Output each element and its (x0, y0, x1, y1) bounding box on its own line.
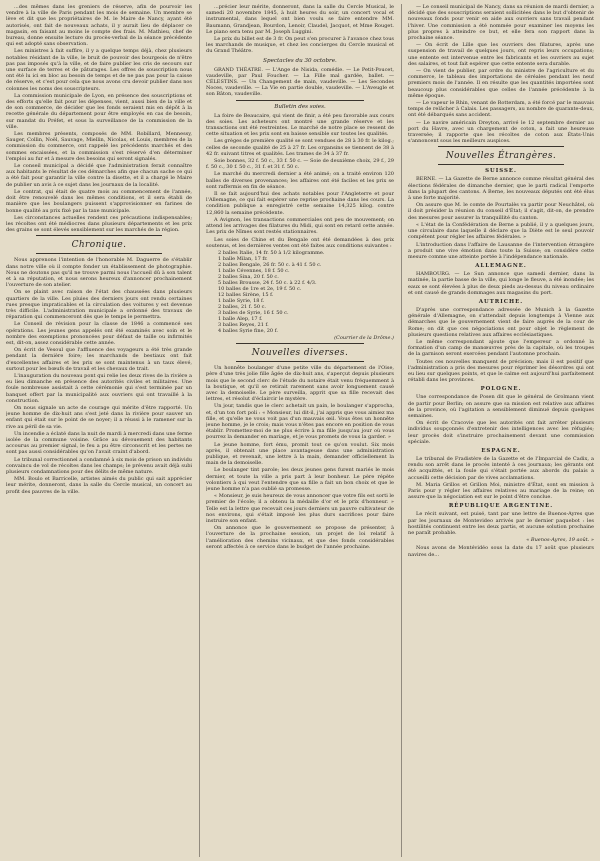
list-item: 1 balle Alep, 17 f. (218, 315, 263, 322)
paragraph: Le récit suivant, est puisé, tant par une lettre de Buenos-Ayres que par les journaux de Montevideo arrivés par le dernier paquebot : les hostilités continuent entre les deux partis, et aucune solution prochaine ne paraît probable. (408, 511, 594, 537)
list-item: 3 balles Reyes, 21 f. (218, 321, 269, 328)
paragraph: — Le conseil municipal de Nancy, dans sa réunion de mardi dernier, a décidé que des souscriptions seraient sollicitées dans le but d'obtenir de nouveaux fonds pour venir en aide aux ouvriers sans travail pendant l'hiver. Une commission a été nommée pour examiner les moyens les plus propres à atteindre ce but, et elle fera son rapport dans la prochaine séance. (408, 4, 594, 42)
paragraph: Les circonstances actuelles rendent ces précautions indispensables; les récoltes ont été médiocres dans plusieurs départements et les prix des grains se sont élevés sensiblement sur les marchés de la région. (6, 214, 192, 234)
paragraph: On écrit de Vesoul que l'affluence des voyageurs a été très grande pendant la dernière foire; les marchands de bestiaux ont fait d'excellentes affaires et les prix se sont maintenus à un taux élevé, surtout pour les bœufs de travail et les chevaux de trait. (6, 347, 192, 372)
paragraph: Les soies de Chine et du Bengale ont été demandées à des prix soutenus, et les dernières ventes ont été faites aux conditions suivantes : (206, 236, 394, 249)
section-title-chronique: Chronique. (71, 240, 127, 251)
country-heading-allemagne: ALLEMAGNE. (475, 263, 527, 270)
list-item: 2 balles Bengale, 26 fr. 50 c. à 41 f. 50 c. (218, 261, 322, 268)
list-item: 5 balles Brousse, 24 f. 50 c. à 22 f. 4/3. (218, 279, 317, 286)
paragraph: « L'état de la Confédération de Berne a publié, il y a quelques jours, une circulaire dans laquelle il déclare que la Diète est le seul pouvoir compétent pour régler les affaires fédérales. » (408, 221, 594, 241)
country-heading-suisse: SUISSE. (485, 168, 517, 175)
section-title-nouvelles-diverses: Nouvelles diverses. (251, 348, 349, 359)
section-divider (236, 100, 364, 101)
paragraph: ...des mêmes dans les greniers de réserve, afin de pourvoir les vendre à la ville de Paris pendant les mois de semaine. Un membre se lève et dit que les propriétaires de M. le Maire de Nancy, ayant été autorisés, ont fait de nouveaux achats, il y aurait lieu de déplacer ce magasin, en faisant au moins le compte des frais. M. Mathieu, chef de bureau, donne ensuite lecture du procès-verbal de la séance précédente qui est adopté sans observation. (6, 4, 192, 48)
section-divider (36, 235, 162, 236)
section-divider (36, 253, 162, 254)
paragraph: — On écrit de Lille que les ouvriers des filatures, après une suspension de travail de quelques jours, ont repris leurs occupations; une entente est intervenue entre les fabricants et les ouvriers au sujet des salaires, et tout fait espérer que cette entente sera durable. (408, 42, 594, 67)
paragraph: — On vient de publier, par ordre du ministre de l'agriculture et du commerce, le tableau des importations de céréales pendant les neuf premiers mois de l'année. Il en résulte que les quantités importées sont beaucoup plus considérables que celles de l'année précédente à la même époque. (408, 68, 594, 99)
column-middle (206, 4, 394, 857)
paragraph: MM. Boulo et Barricelle, artistes aimés du public qui sait apprécier leur mérite, donneront, dans la salle du Cercle musical, un concert au profit des pauvres de la ville. (6, 476, 192, 495)
column-left (6, 4, 192, 857)
paragraph: BERNE. — La Gazette de Berne annonce comme résultat général des élections fédérales de dimanche dernier, que le parti radical l'emporte dans la plupart des cantons. A Berne, les nouveaux députés ont été élus à une forte majorité. (408, 176, 594, 202)
list-item: 1 balle Syrie, 18 f. (218, 297, 265, 304)
paragraph: — Le navire américain Dreyton, arrivé le 12 septembre dernier au port du Havre, avec un chargement de coton, a fait une heureuse traversée; il rapporte que les récoltes de coton aux États-Unis s'annoncent sous les meilleurs auspices. (408, 119, 594, 145)
column-rule (401, 4, 402, 857)
paragraph: Un incendie a éclaté dans la nuit de mardi à mercredi dans une ferme isolée de la commune voisine. Grâce au dévouement des habitants accourus au premier signal, le feu a pu être circonscrit et les pertes ne sont pas aussi considérables qu'on l'avait craint d'abord. (6, 430, 192, 456)
paragraph: Le boulanger tint parole; les deux jeunes gens furent mariés le mois dernier, et toute la ville a pris part à leur bonheur. Le père répète volontiers à qui veut l'entendre que sa fille a fait un bon choix et que le jeune homme n'a pas oublié sa promesse. (206, 467, 394, 492)
list-item: 1 balle Milan, 17 fr. (218, 255, 268, 262)
price-list (218, 250, 394, 334)
paragraph: On écrit de Cracovie que les autorités ont fait arrêter plusieurs individus soupçonnés d'entretenir des intelligences avec les réfugiés; leur procès doit s'instruire prochainement devant une commission spéciale. (408, 420, 594, 445)
column-right (408, 4, 594, 857)
paragraph: — Le vapeur le Rhin, venant de Rotterdam, a été forcé par le mauvais temps de relâcher à Calais. Les passagers, au nombre de quarante-deux, ont été débarqués sans accident. (408, 100, 594, 119)
paragraph: Un jour, tandis que le clerc achetait un pain, le boulanger s'approcha, et, d'un ton fort poli : « Monsieur, lui dit-il, j'ai appris que vous aimiez ma fille, et qu'elle ne vous voit pas d'un mauvais œil. Vous êtes un honnête jeune homme, je le crois; mais vous n'êtes pas encore en position de vous établir. Promettez-moi de ne plus écrire à ma fille jusqu'au jour où vous pourrez la demander en mariage, et je vous promets de vous la garder. » (206, 403, 394, 441)
list-item: 2 balles, 21 f. 50 c. (218, 303, 266, 310)
paragraph: Nous apprenons l'intention de l'honorable M. Daguerre de s'établir dans notre ville où il compte fonder un établissement de photographie. Nous ne doutons pas qu'il ne trouve parmi nous l'accueil dû à son talent et à sa réputation, et nous serons heureux d'annoncer prochainement l'ouverture de son atelier. (6, 257, 192, 289)
paragraph: Soie bonnes, 32 f. 50 c., 33 f. 50 c. — Soie de deuxième choix, 29 f., 29 f. 50 c., 30 f. 50 c., 31 f. et 31 f. 50 c. (206, 158, 394, 171)
paragraph: GRAND THÉATRE. — L'Ange de Nisida, comédie. — Le Petit-Poucet, vaudeville, par Paul Foucher. — La Fille mal gardée, ballet. — CÉLESTINS. — Un Changement de main, vaudeville. — Les Secondes Noces, vaudeville. — La Vie en partie double, vaudeville. — L'Aveugle et son Bâton, vaudeville. (206, 66, 394, 98)
country-heading-pologne: POLOGNE. (480, 386, 522, 393)
section-title-spectacles: Spectacles du 30 octobre. (263, 57, 337, 64)
paragraph: Le prix du billet est de 3 fr. On peut s'en procurer à l'avance chez tous les marchands de musique, et chez les concierges du Cercle musical et du Grand Théâtre. (206, 36, 394, 55)
paragraph: HAMBOURG. — Le Sun annonce que samedi dernier, dans la matinée, la partie basse de la ville, qui longe le fleuve, a été inondée; les eaux se sont élevées à plus de deux pieds au-dessus du niveau ordinaire et ont causé de grands dommages aux magasins du port. (408, 271, 594, 296)
paragraph: Le contrat, qui était de quatre mois au commencement de l'année, doit être renouvelé dans les mêmes conditions, et il sera établi de manière que les boulangers puissent s'approvisionner en farines de bonne qualité au prix fixé par la taxe municipale. (6, 188, 192, 214)
section-divider (438, 146, 564, 147)
paragraph: Le jeune homme, fort ému, promit tout ce qu'on voulut. Six mois après, il obtenait une place avantageuse dans une administration publique, et revenait, une lettre à la main, demander officiellement la main de la demoiselle. (206, 441, 394, 467)
paragraph: A Avignon, les transactions commerciales ont peu de mouvement; on attend les arrivages des filatures du Midi, qui sont en retard cette année. Les prix de Nîmes sont restés stationnaires. (206, 216, 394, 236)
country-heading-argentine: RÉPUBLIQUE ARGENTINE. (448, 503, 554, 510)
dateline: « Buenos-Ayres, 19 août. » (526, 537, 594, 544)
paragraph: La commission municipale de Lyon, en présence des souscriptions et des efforts qu'elle fait pour les dépenses, vient, aussi bien de la ville et de son commerce, de décider que les fonds seraient mis en dépôt à la recette générale du département pour être employés en cas de besoin, sur mandat du Préfet, et sous la surveillance de la commission de la ville. (6, 92, 192, 130)
paragraph: On assure que M. le comte de Pourtalès va partir pour Neuchâtel, où il doit présider la réunion du conseil d'État; il s'agit, dit-on, de prendre des mesures pour assurer la tranquillité du canton. (408, 202, 594, 221)
paragraph: ...précier leur mérite, donneront, dans la salle du Cercle Musical, le samedi 20 novembre 1845, à huit heures du soir, un concert vocal et instrumental, dans lequel ont bien voulu se faire entendre MM. Baumann, Grandjean, Bourdon, Lenoir, Claudel, Jacquot, et Mme Rouget. Le piano sera tenu par M. Joseph Luggini. (206, 4, 394, 35)
paragraph: On nous signale un acte de courage qui mérite d'être rapporté. Un jeune homme de dix-huit ans s'est jeté dans la rivière pour sauver un enfant qui était sur le point de se noyer; il a réussi à le ramener sur la rive au péril de sa vie. (6, 404, 192, 430)
source-attribution: (Courrier de la Drôme.) (334, 334, 394, 341)
paragraph: La foire de Beaucaire, qui vient de finir, a été peu favorable aux cours des soies. Les acheteurs ont montré une grande réserve et les transactions ont été restreintes. Le marché de notre place se ressent de cette situation et les prix sont en baisse sensible sur toutes les qualités. (206, 112, 394, 138)
paragraph: M. Maria Grillos et Grillon Moi, ministre d'État, sont en mission à Paris pour y régler les affaires relatives au mariage de la reine; on assure que la négociation est sur le point d'être conclue. (408, 481, 594, 501)
list-item: 10 balles de 1re et 2e, 19 f. 50 c. (218, 285, 302, 292)
section-divider (236, 343, 364, 344)
paragraph: Un honnête boulanger d'une petite ville du département de l'Oise, père d'une très jolie fille âgée de dix-huit ans, s'aperçut depuis plusieurs mois que le second clerc de l'étude du notaire était venu fréquemment à la boutique, et qu'il se retirait rarement sans avoir longuement causé avec la demoiselle. Le père surveilla, apprit que sa fille recevait des lettres, et résolut d'éclaircir le mystère. (206, 365, 394, 403)
list-item: 2 balles Italie, 14 fr. 50 à 1/2 kilogramme. (218, 249, 325, 256)
paragraph: Les grèges de première qualité se sont vendues de 28 à 30 fr. le kilog.; celles de seconde qualité de 25 à 27 fr. Les organsins se tiennent de 38 à 42 fr. suivant titres et qualités. Les trames de 34 à 37 fr. (206, 138, 394, 157)
paragraph: Le tribunal correctionnel a condamné à six mois de prison un individu convaincu de vol de récoltes dans les champs; le prévenu avait déjà subi plusieurs condamnations pour des délits de même nature. (6, 456, 192, 476)
section-title-nouvelles-etrangeres: Nouvelles Étrangères. (445, 151, 557, 162)
paragraph: Le marché du mercredi dernier a été animé; on a traité environ 120 balles de diverses provenances; les affaires ont été faciles et les prix se sont raffermis en fin de séance. (206, 171, 394, 190)
paragraph: Les membres présents, composés de MM. Robillard, Mennessy, Sauger, Collin, Noël, Sauvage, Miellin, Nicolas, et Louis, membres de la commission du commerce, ont rappelé les précédents marchés et des sommes encaissées, et la commission s'est réservé d'en déterminer l'emploi au fur et à mesure des besoins qui seront signalés. (6, 131, 192, 162)
paragraph: L'inauguration du nouveau pont qui relie les deux rives de la rivière a eu lieu dimanche en présence des autorités civiles et militaires. Une foule nombreuse assistait à cette cérémonie qui s'est terminée par un banquet offert par la municipalité aux ouvriers qui ont travaillé à la construction. (6, 372, 192, 404)
country-heading-autriche: AUTRICHE. (478, 298, 524, 305)
paragraph: Nous avons de Montévidéo sous la date du 17 août que plusieurs navires de... (408, 545, 594, 558)
list-item: 3 balles de Syrie, 16 f. 50 c. (218, 309, 289, 316)
paragraph: Le Conseil de révision pour la classe de 1846 a commencé ses opérations. Les jeunes gens appelés ont été examinés avec soin et le nombre des exemptions prononcées pour défaut de taille ou infirmités est, dit-on, assez considérable cette année. (6, 321, 192, 346)
paragraph: D'après une correspondance adressée de Munich à la Gazette générale d'Allemagne, on s'attendait depuis longtemps à Vienne aux démarches que le gouvernement vient de faire auprès de la cour de Rome; on dit que ces négociations ont pour objet le règlement de plusieurs questions relatives aux affaires ecclésiastiques. (408, 306, 594, 338)
list-item: 12 balles Sirène, 15 f. (218, 291, 274, 298)
section-title-bulletin: Bulletin des soies. (274, 103, 326, 110)
paragraph: L'introduction dans l'affaire de Lausanne de l'intervention étrangère a produit une vive émotion dans toute la Suisse; on considère cette mesure comme une atteinte portée à l'indépendance nationale. (408, 241, 594, 260)
paragraph: On se plaint avec raison de l'état des chaussées dans plusieurs quartiers de la ville. Les pluies des derniers jours ont rendu certaines rues presque impraticables et la circulation des voitures y est devenue très difficile. L'administration municipale a ordonné des travaux de réparation qui commenceront dès que le temps le permettra. (6, 289, 192, 321)
paragraph: « Monsieur, je suis heureux de vous annoncer que votre fils est sorti le premier de l'école; il a obtenu la médaille d'or et le prix d'honneur. » Telle est la lettre que recevait ces jours derniers un pauvre cultivateur de nos environs, qui s'était imposé les plus durs sacrifices pour faire instruire son enfant. (206, 493, 394, 524)
paragraph: Toutes ces nouvelles manquent de précision; mais il est positif que l'administration a pris des mesures pour réprimer les désordres qui ont eu lieu sur quelques points, et que le calme est aujourd'hui parfaitement rétabli dans les provinces. (408, 358, 594, 384)
paragraph: Le tribunal de Fradistère de la Gazette et de l'Imparcial de Cadix, a rendu son arrêt dans le procès intenté à ces journaux; les gérants ont été acquittés, et la foule qui s'était portée aux abords du palais a accueilli cette décision par de vives acclamations. (408, 455, 594, 481)
section-divider (236, 361, 364, 362)
paragraph: Les ministres à fait suffire, il y a quelque temps déjà, chez plusieurs notables résidant de la ville, le bruit de pouvoir des bourgeois de n'être pas pas imposés qu'à la ville, et de faire publier les cris de secours sur une surface de terres et de pâturages. Les offres de souscription nous ont été lu ici en bloc au besoin de temps et de ne pas pas pour la caisse de réserve, et c'est pour cela que nous avons cru devoir publier dans nos colonnes les noms des souscripteurs. (6, 48, 192, 92)
list-item: 2 balles Sina, 20 f. 50 c. (218, 273, 279, 280)
column-rule (199, 4, 200, 857)
list-item: 4 balles Syrie fine, 20 f. (218, 327, 278, 334)
country-heading-espagne: ESPAGNE. (481, 447, 521, 454)
section-divider (438, 164, 564, 165)
list-item: 1 balle Cévennes, 18 f. 50 c. (218, 267, 290, 274)
paragraph: Le conseil municipal a décidé que l'administration ferait connaître aux habitants le résultat de ces démarches afin que chacun sache ce qui a été fait pour garantir la ville contre la disette, et il a chargé le Maire de publier un avis à ce sujet dans les journaux de la localité. (6, 163, 192, 188)
paragraph: Il se fait aujourd'hui des achats notables pour l'Angleterre et pour l'Allemagne, ce qui fait espérer une reprise prochaine dans les cours. La condition publique a enregistré cette semaine 14,325 kilog. contre 12,860 la semaine précédente. (206, 191, 394, 216)
paragraph: Le même correspondant ajoute que l'empereur a ordonné la formation d'un camp de manœuvres près de la capitale, où les troupes de la garnison seront exercées pendant l'automne prochain. (408, 338, 594, 358)
paragraph: Une correspondance de Posen dit que le général de Grolmann vient de partir pour Berlin; on assure que sa mission est relative aux affaires de la province, où l'agitation a sensiblement diminué depuis quelques semaines. (408, 394, 594, 419)
paragraph: On annonce que le gouvernement se propose de présenter, à l'ouverture de la prochaine session, un projet de loi relatif à l'amélioration des chemins vicinaux, et que des fonds considérables seront affectés à ce service dans le budget de l'année prochaine. (206, 525, 394, 550)
